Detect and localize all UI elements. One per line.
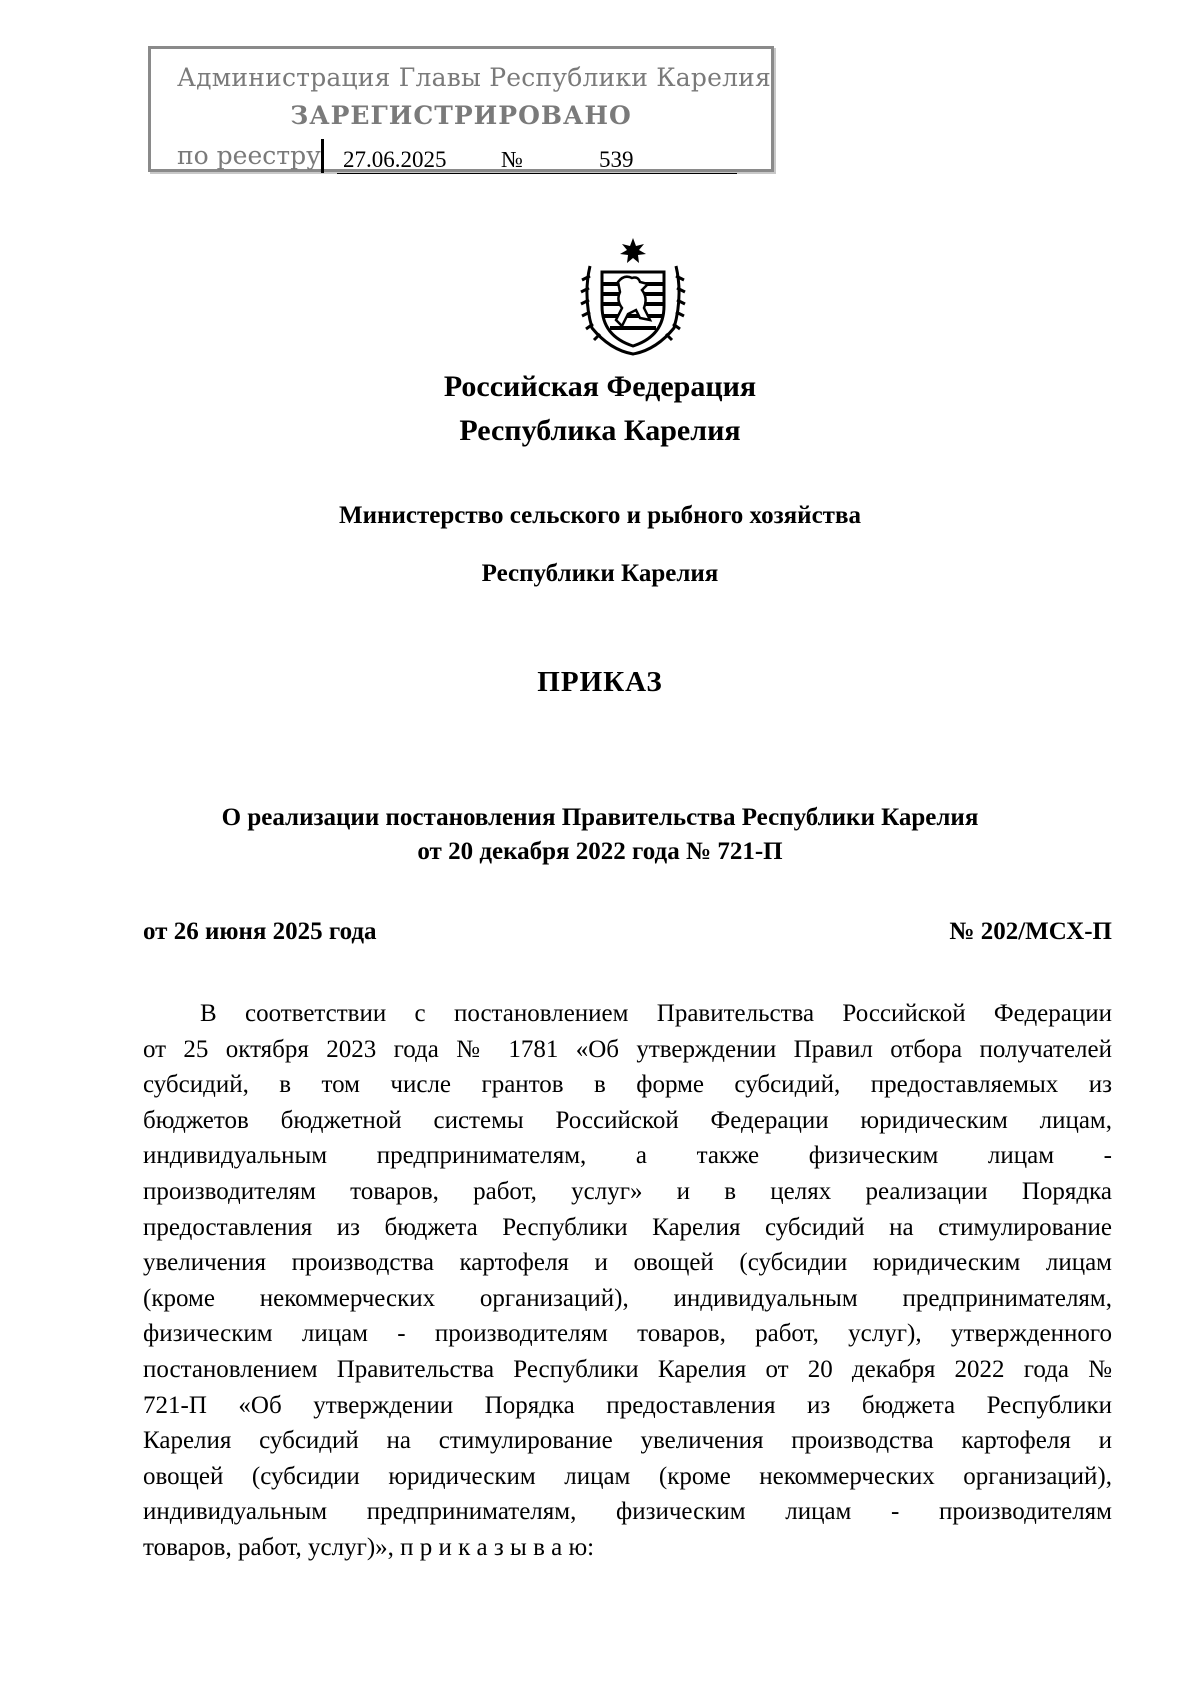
ministry-line-2: Республики Карелия — [481, 560, 719, 587]
body-line: производителям товаров, работ, услуг» и в целях реализации Порядка — [143, 1177, 1112, 1205]
stamp-number: 539 — [599, 147, 634, 172]
body-line: постановлением Правительства Республики Карелия от 20 декабря 2022 года № — [143, 1355, 1112, 1383]
body-paragraph — [143, 996, 1112, 1566]
republic-title: Республика Карелия — [459, 414, 741, 447]
body-line: В соответствии с постановлением Правительства Российской Федерации — [200, 1000, 1112, 1027]
body-line: индивидуальным предпринимателям, физическим лицам - производителям — [143, 1498, 1112, 1526]
stamp-divider — [321, 139, 324, 173]
body-line: овощей (субсидии юридическим лицам (кроме некоммерческих организаций), — [143, 1462, 1112, 1490]
stamp-administration: Администрация Главы Республики Карелия — [177, 63, 772, 92]
subject-line-1: О реализации постановления Правительства Республики Карелия — [221, 804, 979, 831]
body-line: товаров, работ, услуг)», п р и к а з ы в а ю: — [143, 1533, 595, 1561]
subject-line-2: от 20 декабря 2022 года № 721-П — [417, 838, 783, 865]
body-line: увеличения производства картофеля и овощей (субсидии юридическим лицам — [143, 1249, 1112, 1277]
document-type: ПРИКАЗ — [537, 666, 663, 698]
stamp-date: 27.06.2025 — [343, 147, 447, 172]
body-line: предоставления из бюджета Республики Карелия субсидий на стимулирование — [143, 1213, 1112, 1241]
body-line: бюджетов бюджетной системы Российской Федерации юридическим лицам, — [143, 1106, 1112, 1134]
body-line: от 25 октября 2023 года № 1781 «Об утверждении Правил отбора получателей — [143, 1035, 1112, 1063]
order-date: от 26 июня 2025 года — [143, 918, 377, 945]
stamp-registry-label: по реестру — [177, 141, 321, 170]
ministry-line-1: Министерство сельского и рыбного хозяйства — [339, 502, 861, 529]
order-number: № 202/МСХ-П — [949, 918, 1112, 945]
stamp-registered: ЗАРЕГИСТРИРОВАНО — [290, 101, 632, 130]
body-line: физическим лицам - производителям товаров, работ, услуг), утвержденного — [143, 1320, 1112, 1348]
body-line: индивидуальным предпринимателям, а также физическим лицам - — [143, 1142, 1112, 1170]
stamp-number-sign: № — [501, 147, 523, 172]
country-title: Российская Федерация — [443, 370, 757, 403]
body-line: субсидий, в том числе грантов в форме субсидий, предоставляемых из — [143, 1071, 1112, 1099]
body-line: (кроме некоммерческих организаций), индивидуальным предпринимателям, — [143, 1284, 1112, 1312]
body-line: 721-П «Об утверждении Порядка предоставления из бюджета Республики — [143, 1391, 1112, 1419]
stamp-fill-line — [337, 147, 737, 174]
registration-stamp — [148, 46, 774, 172]
body-line: Карелия субсидий на стимулирование увеличения производства картофеля и — [143, 1427, 1112, 1455]
karelia-coat-of-arms-icon — [578, 236, 688, 356]
